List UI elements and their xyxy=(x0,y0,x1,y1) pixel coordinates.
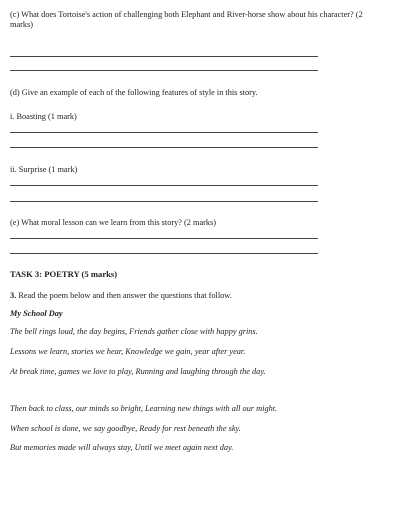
poem-line: Then back to class, our minds so bright, Learning new things with all our might. xyxy=(10,404,278,413)
task-number: 3. xyxy=(10,291,17,300)
answer-line xyxy=(10,132,318,133)
poem-title: My School Day xyxy=(10,309,63,318)
question-c: (c) What does Tortoise's action of challenging both Elephant and River-horse show about his character? (2 marks) xyxy=(10,10,363,29)
question-e: (e) What moral lesson can we learn from this story? (2 marks) xyxy=(10,218,217,227)
task3-instruction xyxy=(10,291,232,301)
poem-line: The bell rings loud, the day begins, Friends gather close with happy grins. xyxy=(10,327,258,336)
poem-line: At break time, games we love to play, Running and laughing through the day. xyxy=(10,367,266,376)
question-d-ii: ii. Surprise (1 mark) xyxy=(10,165,78,174)
question-d-i: i. Boasting (1 mark) xyxy=(10,112,77,121)
answer-line xyxy=(10,253,318,254)
poem-line: Lessons we learn, stories we hear, Knowledge we gain, year after year. xyxy=(10,347,246,356)
answer-line xyxy=(10,201,318,202)
poem-line: But memories made will always stay, Until we meet again next day. xyxy=(10,443,234,452)
task3-heading: TASK 3: POETRY (5 marks) xyxy=(10,269,118,279)
answer-line xyxy=(10,185,318,186)
answer-line xyxy=(10,238,318,239)
instruction-text: Read the poem below and then answer the questions that follow. xyxy=(18,291,232,300)
poem-line: When school is done, we say goodbye, Ready for rest beneath the sky. xyxy=(10,424,241,433)
answer-line xyxy=(10,56,318,57)
question-d: (d) Give an example of each of the following features of style in this story. xyxy=(10,88,258,97)
answer-line xyxy=(10,70,318,71)
answer-line xyxy=(10,147,318,148)
